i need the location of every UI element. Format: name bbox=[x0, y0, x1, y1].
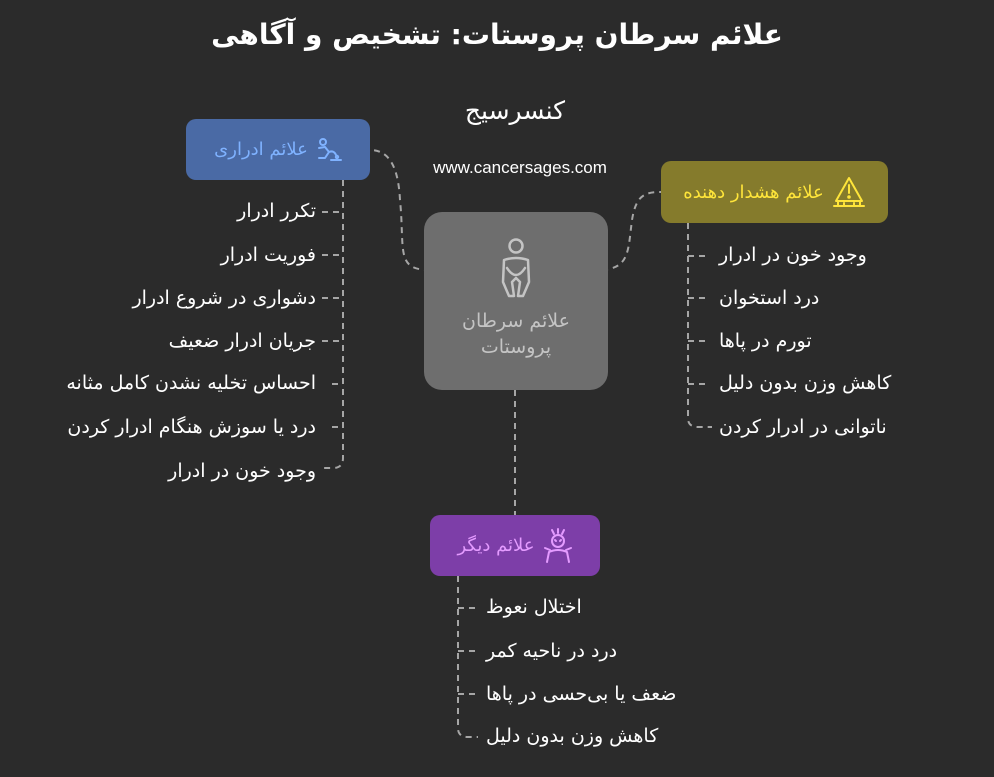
urinary-item: دشواری در شروع ادرار bbox=[132, 287, 316, 309]
urinary-item: درد یا سوزش هنگام ادرار کردن bbox=[67, 416, 316, 438]
other-branch-line bbox=[458, 576, 478, 737]
category-other-label: علائم دیگر bbox=[457, 535, 535, 556]
urinary-branch-line bbox=[322, 180, 343, 468]
connector-center-warning bbox=[602, 192, 661, 270]
center-label-line2: پروستات bbox=[480, 336, 552, 358]
brand-name: کنسرسیج bbox=[464, 96, 566, 125]
category-other[interactable] bbox=[430, 515, 600, 576]
distress-icon bbox=[543, 528, 573, 564]
urinary-item: تکرر ادرار bbox=[237, 200, 316, 222]
category-warning[interactable] bbox=[661, 161, 888, 223]
urinary-item: وجود خون در ادرار bbox=[168, 460, 316, 482]
other-item: درد در ناحیه کمر bbox=[486, 640, 618, 662]
category-warning-label: علائم هشدار دهنده bbox=[683, 181, 824, 203]
category-urinary-label: علائم ادراری bbox=[214, 139, 308, 160]
urinary-icon bbox=[316, 138, 342, 162]
center-label-line1: علائم سرطان bbox=[462, 310, 570, 332]
center-node[interactable] bbox=[424, 212, 608, 390]
page-title: علائم سرطان پروستات: تشخیص و آگاهی bbox=[211, 18, 783, 51]
urinary-item: فوریت ادرار bbox=[220, 244, 316, 266]
warning-branch-line bbox=[688, 223, 712, 427]
other-item: اختلال نعوظ bbox=[486, 596, 582, 618]
category-urinary[interactable] bbox=[186, 119, 370, 180]
warning-item: درد استخوان bbox=[719, 287, 820, 309]
person-icon bbox=[496, 238, 536, 300]
urinary-item: جریان ادرار ضعیف bbox=[168, 330, 316, 352]
brand-url[interactable]: www.cancersages.com bbox=[433, 158, 607, 177]
urinary-item: احساس تخلیه نشدن کامل مثانه bbox=[66, 372, 316, 394]
other-item: ضعف یا بی‌حسی در پاها bbox=[486, 683, 677, 705]
warning-item: ناتوانی در ادرار کردن bbox=[719, 416, 887, 438]
warning-item: کاهش وزن بدون دلیل bbox=[719, 372, 892, 394]
warning-icon bbox=[832, 175, 866, 209]
warning-item: وجود خون در ادرار bbox=[719, 244, 867, 266]
center-label bbox=[424, 308, 608, 360]
warning-item: تورم در پاها bbox=[719, 330, 812, 352]
other-item: کاهش وزن بدون دلیل bbox=[486, 725, 659, 747]
